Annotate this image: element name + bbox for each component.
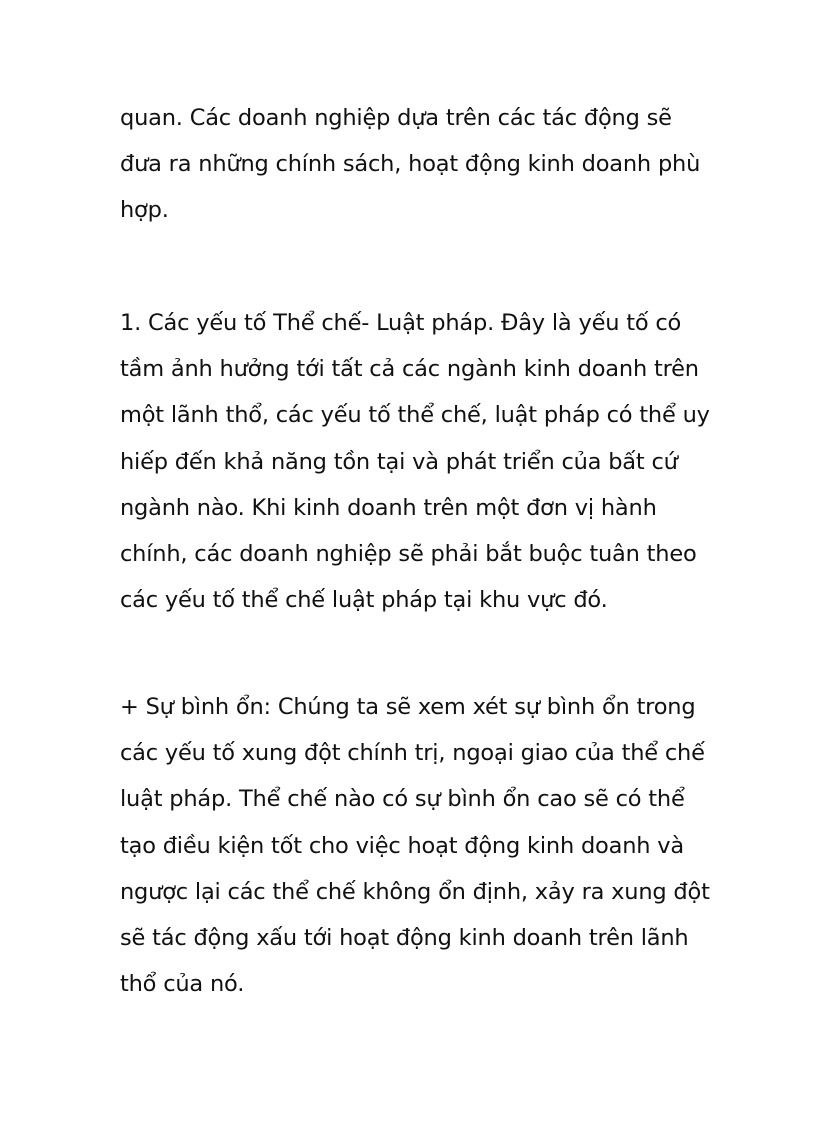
paragraph-intro-continuation <box>120 95 720 234</box>
text-line: ngược lại các thể chế không ổn định, xảy ra xung đột <box>120 878 710 905</box>
text-line: sẽ tác động xấu tới hoạt động kinh doanh trên lãnh <box>120 925 689 952</box>
text-line: tầm ảnh hưởng tới tất cả các ngành kinh doanh trên <box>120 356 699 383</box>
text-line: chính, các doanh nghiệp sẽ phải bắt buộc tuân theo <box>120 541 697 568</box>
text-line: ngành nào. Khi kinh doanh trên một đơn vị hành <box>120 494 657 521</box>
text-line: hợp. <box>120 197 169 224</box>
text-line: luật pháp. Thể chế nào có sự bình ổn cao sẽ có thể <box>120 786 685 813</box>
paragraph-legal-factors <box>120 300 720 623</box>
paragraph-stability <box>120 684 720 1007</box>
text-line: thổ của nó. <box>120 971 245 998</box>
text-line: các yếu tố xung đột chính trị, ngoại giao của thể chế <box>120 740 705 767</box>
text-line: tạo điều kiện tốt cho việc hoạt động kinh doanh và <box>120 832 684 859</box>
text-line: một lãnh thổ, các yếu tố thể chế, luật pháp có thể uy <box>120 402 710 429</box>
text-line: các yếu tố thể chế luật pháp tại khu vực đó. <box>120 587 608 614</box>
text-line: 1. Các yếu tố Thể chế- Luật pháp. Đây là yếu tố có <box>120 310 682 336</box>
text-line: quan. Các doanh nghiệp dựa trên các tác động sẽ <box>120 105 672 131</box>
text-line: đưa ra những chính sách, hoạt động kinh doanh phù <box>120 151 701 178</box>
text-line: + Sự bình ổn: Chúng ta sẽ xem xét sự bình ổn trong <box>120 694 696 720</box>
text-line: hiếp đến khả năng tồn tại và phát triển của bất cứ <box>120 448 678 475</box>
